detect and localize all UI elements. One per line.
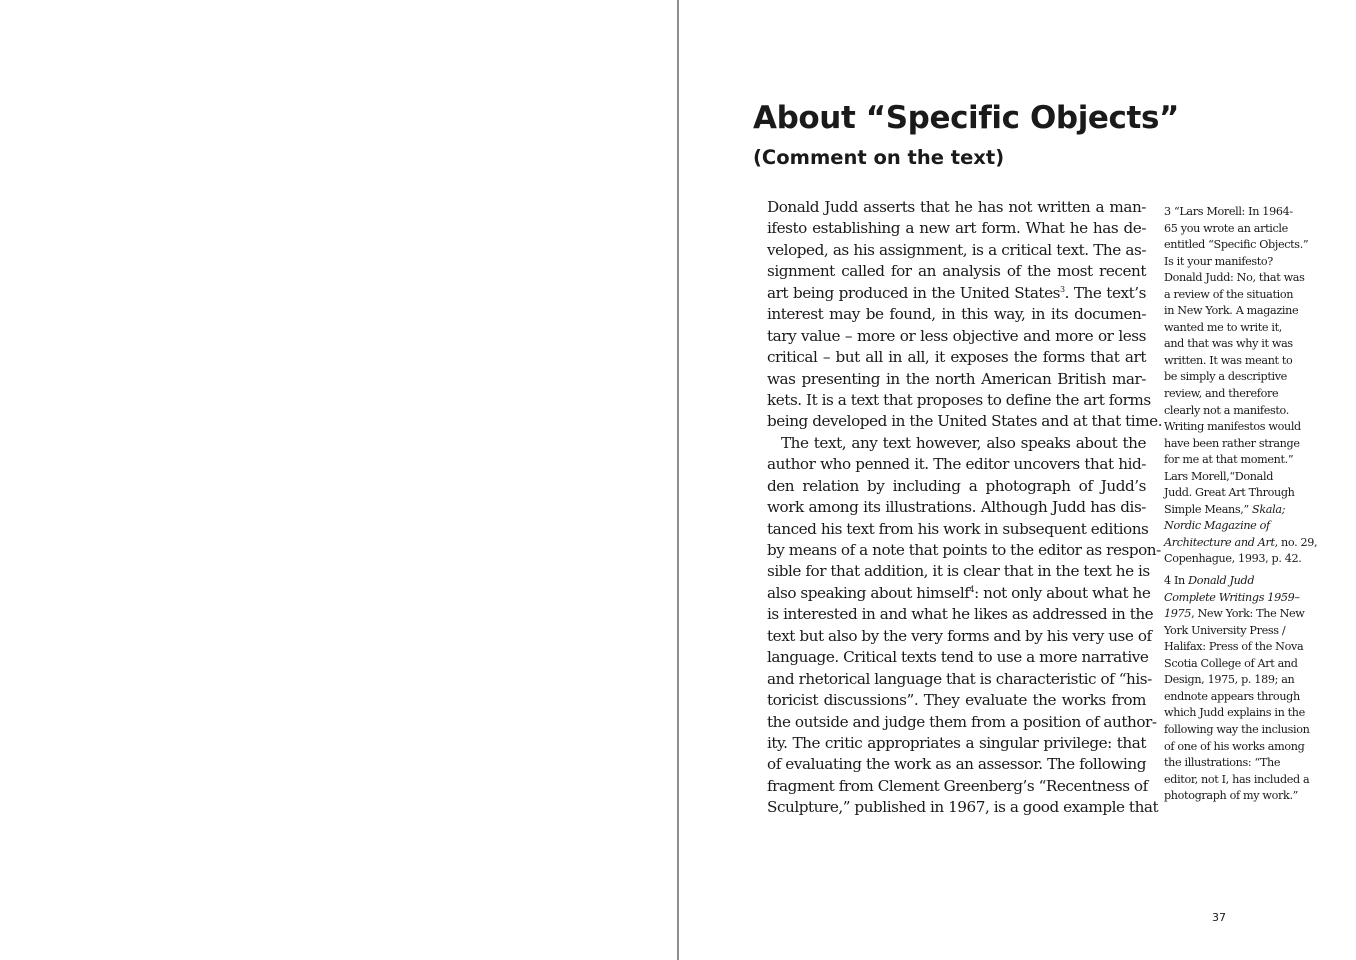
- footnote-line: which Judd explains in the: [1164, 706, 1305, 720]
- footnote-line: Architecture and Art, no. 29,: [1164, 535, 1318, 549]
- body-text: [767, 197, 1163, 819]
- body-line: den relation by including a photograph of Judd’s: [767, 476, 1146, 495]
- body-line: language. Critical texts tend to use a more narrative: [767, 648, 1149, 667]
- body-line: tanced his text from his work in subsequent editions: [767, 519, 1149, 538]
- body-line: art being produced in the United States$^3$. The text’s: [767, 283, 1146, 302]
- body-line: ifesto establishing a new art form. What he has de-: [767, 219, 1146, 238]
- page-title: About “Specific Objects”: [753, 100, 1179, 136]
- footnote-line: Simple Means,” Skala;: [1164, 502, 1286, 516]
- body-line: and rhetorical language that is characteristic of “his-: [767, 669, 1152, 688]
- body-line: critical – but all in all, it exposes the forms that art: [767, 348, 1146, 367]
- page-number: 37: [1212, 911, 1226, 924]
- footnote-line: and that was why it was: [1164, 337, 1293, 351]
- footnote-line: editor, not I, has included a: [1164, 772, 1310, 786]
- footnote-line: entitled “Specific Objects.”: [1164, 238, 1309, 252]
- footnote-line: be simply a descriptive: [1164, 370, 1287, 384]
- footnote-ref-3: 3: [1059, 284, 1065, 294]
- body-line: fragment from Clement Greenberg’s “Recentness of: [767, 776, 1148, 795]
- footnote-ref-4: 4: [969, 584, 975, 594]
- footnote-line: for me at that moment.”: [1164, 453, 1294, 467]
- body-line: ity. The critic appropriates a singular privilege: that: [767, 733, 1146, 752]
- footnote-line: Design, 1975, p. 189; an: [1164, 673, 1295, 687]
- footnote-line: have been rather strange: [1164, 436, 1300, 450]
- body-line: was presenting in the north American British mar-: [767, 369, 1146, 388]
- footnote-line: Writing manifestos would: [1164, 420, 1301, 434]
- body-line: toricist discussions”. They evaluate the works from: [767, 691, 1146, 710]
- footnote-line: in New York. A magazine: [1164, 304, 1299, 318]
- body-line: veloped, as his assignment, is a critical text. The as-: [767, 240, 1146, 259]
- body-line: signment called for an analysis of the most recent: [767, 262, 1146, 281]
- footnote-line: of one of his works among: [1164, 739, 1305, 753]
- body-line: the outside and judge them from a position of author-: [767, 712, 1157, 731]
- body-line: is interested in and what he likes as addressed in the: [767, 605, 1154, 624]
- footnote-line: Judd. Great Art Through: [1164, 486, 1295, 500]
- body-line: by means of a note that points to the editor as respon-: [767, 541, 1161, 559]
- body-line: interest may be found, in this way, in its documen-: [767, 305, 1146, 324]
- footnote-line: clearly not a manifesto.: [1164, 403, 1289, 417]
- footnote-line: 4 In Donald Judd: [1164, 574, 1255, 588]
- footnote-line: photograph of my work.”: [1164, 789, 1299, 803]
- footnote-line: Scotia College of Art and: [1164, 656, 1298, 670]
- footnote-line: Is it your manifesto?: [1164, 254, 1273, 268]
- footnote-line: a review of the situation: [1164, 287, 1294, 301]
- body-line: Sculpture,” published in 1967, is a good example that: [767, 798, 1159, 817]
- body-line: Donald Judd asserts that he has not written a man-: [767, 198, 1146, 216]
- footnote-line: the illustrations: “The: [1164, 756, 1281, 770]
- footnote-line: York University Press /: [1164, 623, 1286, 637]
- footnote-line: Lars Morell,“Donald: [1164, 469, 1274, 483]
- body-line: being developed in the United States and at that time.: [767, 412, 1163, 431]
- footnote-line: 1975, New York: The New: [1164, 607, 1305, 621]
- footnote-4: [1164, 573, 1334, 805]
- footnote-line: Nordic Magazine of: [1164, 519, 1270, 533]
- body-line: kets. It is a text that proposes to define the art forms: [767, 390, 1151, 409]
- footnote-line: 3 “Lars Morell: In 1964-: [1164, 205, 1293, 218]
- body-line: work among its illustrations. Although Judd has dis-: [767, 498, 1146, 517]
- body-line: author who penned it. The editor uncovers that hid-: [767, 455, 1146, 474]
- page-subtitle: (Comment on the text): [753, 146, 1005, 169]
- body-line: The text, any text however, also speaks about the: [781, 433, 1146, 452]
- right-page: [679, 0, 1356, 960]
- footnote-line: wanted me to write it,: [1164, 320, 1282, 334]
- body-line: tary value – more or less objective and more or less: [767, 326, 1146, 345]
- footnote-line: written. It was meant to: [1164, 353, 1293, 367]
- body-line: also speaking about himself$^4$: not only about what he: [767, 583, 1151, 602]
- footnote-line: Donald Judd: No, that was: [1164, 271, 1305, 285]
- footnote-line: Copenhague, 1993, p. 42.: [1164, 552, 1302, 566]
- footnote-line: Halifax: Press of the Nova: [1164, 640, 1304, 654]
- footnote-line: Complete Writings 1959–: [1164, 590, 1300, 604]
- footnotes-column: [1164, 204, 1334, 805]
- footnote-line: 65 you wrote an article: [1164, 221, 1288, 235]
- footnote-line: following way the inclusion: [1164, 722, 1310, 736]
- body-line: of evaluating the work as an assessor. The following: [767, 755, 1146, 774]
- footnote-3: [1164, 204, 1334, 568]
- body-line: text but also by the very forms and by his very use of: [767, 626, 1152, 645]
- footnote-line: review, and therefore: [1164, 387, 1279, 401]
- footnote-line: endnote appears through: [1164, 689, 1300, 703]
- body-line: sible for that addition, it is clear that in the text he is: [767, 562, 1150, 581]
